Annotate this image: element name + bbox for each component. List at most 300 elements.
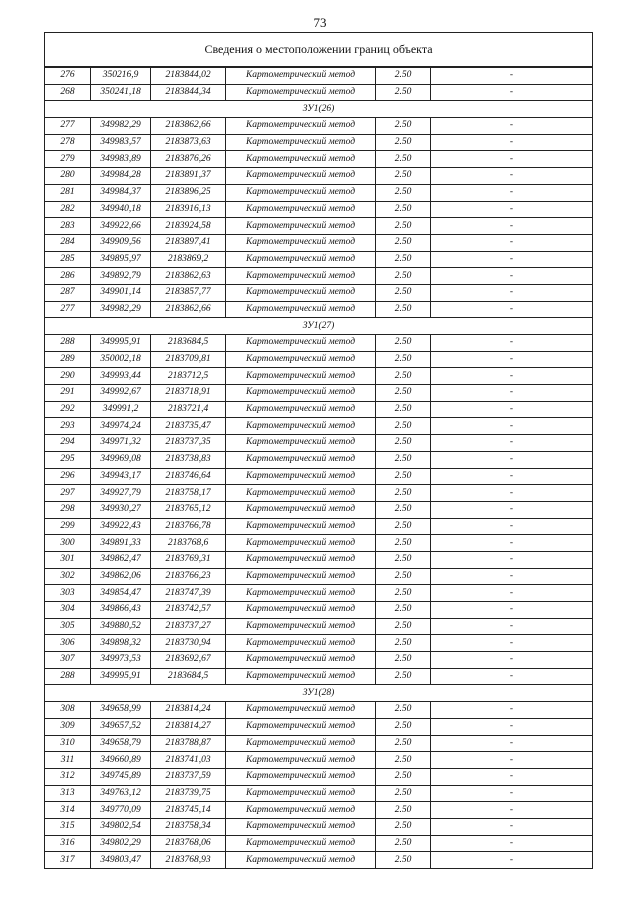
point-number-cell: 310 xyxy=(45,735,91,752)
group-header-row xyxy=(45,685,593,702)
method-cell: Картометрический метод xyxy=(226,251,376,268)
table-row xyxy=(45,401,593,418)
x-coordinate-cell: 349940,18 xyxy=(91,201,151,218)
method-cell: Картометрический метод xyxy=(226,168,376,185)
accuracy-cell: 2.50 xyxy=(376,518,431,535)
y-coordinate-cell: 2183684,5 xyxy=(151,668,226,685)
note-cell: - xyxy=(431,702,593,719)
method-cell: Картометрический метод xyxy=(226,652,376,669)
note-cell: - xyxy=(431,718,593,735)
point-number-cell: 294 xyxy=(45,435,91,452)
accuracy-cell: 2.50 xyxy=(376,618,431,635)
table-row xyxy=(45,451,593,468)
table-row xyxy=(45,335,593,352)
accuracy-cell: 2.50 xyxy=(376,668,431,685)
method-cell: Картометрический метод xyxy=(226,118,376,135)
y-coordinate-cell: 2183739,75 xyxy=(151,785,226,802)
accuracy-cell: 2.50 xyxy=(376,67,431,84)
note-cell: - xyxy=(431,752,593,769)
table-row xyxy=(45,168,593,185)
x-coordinate-cell: 349922,43 xyxy=(91,518,151,535)
accuracy-cell: 2.50 xyxy=(376,118,431,135)
method-cell: Картометрический метод xyxy=(226,67,376,84)
accuracy-cell: 2.50 xyxy=(376,251,431,268)
note-cell: - xyxy=(431,535,593,552)
note-cell: - xyxy=(431,468,593,485)
y-coordinate-cell: 2183745,14 xyxy=(151,802,226,819)
table-row xyxy=(45,835,593,852)
accuracy-cell: 2.50 xyxy=(376,602,431,619)
accuracy-cell: 2.50 xyxy=(376,368,431,385)
x-coordinate-cell: 349971,32 xyxy=(91,435,151,452)
accuracy-cell: 2.50 xyxy=(376,485,431,502)
x-coordinate-cell: 349803,47 xyxy=(91,852,151,869)
y-coordinate-cell: 2183869,2 xyxy=(151,251,226,268)
point-number-cell: 307 xyxy=(45,652,91,669)
y-coordinate-cell: 2183737,27 xyxy=(151,618,226,635)
accuracy-cell: 2.50 xyxy=(376,84,431,101)
note-cell: - xyxy=(431,435,593,452)
method-cell: Картометрический метод xyxy=(226,151,376,168)
table-row xyxy=(45,134,593,151)
table-row xyxy=(45,735,593,752)
y-coordinate-cell: 2183769,31 xyxy=(151,551,226,568)
x-coordinate-cell: 349763,12 xyxy=(91,785,151,802)
point-number-cell: 302 xyxy=(45,568,91,585)
accuracy-cell: 2.50 xyxy=(376,752,431,769)
point-number-cell: 284 xyxy=(45,234,91,251)
x-coordinate-cell: 350216,9 xyxy=(91,67,151,84)
point-number-cell: 315 xyxy=(45,818,91,835)
method-cell: Картометрический метод xyxy=(226,201,376,218)
x-coordinate-cell: 349973,53 xyxy=(91,652,151,669)
table-row xyxy=(45,284,593,301)
x-coordinate-cell: 349770,09 xyxy=(91,802,151,819)
accuracy-cell: 2.50 xyxy=(376,234,431,251)
point-number-cell: 277 xyxy=(45,301,91,318)
accuracy-cell: 2.50 xyxy=(376,735,431,752)
accuracy-cell: 2.50 xyxy=(376,401,431,418)
point-number-cell: 304 xyxy=(45,602,91,619)
method-cell: Картометрический метод xyxy=(226,385,376,402)
table-row xyxy=(45,468,593,485)
method-cell: Картометрический метод xyxy=(226,184,376,201)
table-row xyxy=(45,768,593,785)
note-cell: - xyxy=(431,551,593,568)
table-row xyxy=(45,802,593,819)
point-number-cell: 279 xyxy=(45,151,91,168)
x-coordinate-cell: 349862,06 xyxy=(91,568,151,585)
y-coordinate-cell: 2183738,83 xyxy=(151,451,226,468)
table-row xyxy=(45,485,593,502)
y-coordinate-cell: 2183712,5 xyxy=(151,368,226,385)
note-cell: - xyxy=(431,284,593,301)
accuracy-cell: 2.50 xyxy=(376,134,431,151)
y-coordinate-cell: 2183876,26 xyxy=(151,151,226,168)
note-cell: - xyxy=(431,568,593,585)
point-number-cell: 300 xyxy=(45,535,91,552)
method-cell: Картометрический метод xyxy=(226,451,376,468)
method-cell: Картометрический метод xyxy=(226,718,376,735)
accuracy-cell: 2.50 xyxy=(376,284,431,301)
note-cell: - xyxy=(431,618,593,635)
note-cell: - xyxy=(431,785,593,802)
group-label: ЗУ1(27) xyxy=(45,318,593,335)
point-number-cell: 295 xyxy=(45,451,91,468)
accuracy-cell: 2.50 xyxy=(376,151,431,168)
accuracy-cell: 2.50 xyxy=(376,551,431,568)
y-coordinate-cell: 2183768,6 xyxy=(151,535,226,552)
table-row xyxy=(45,351,593,368)
note-cell: - xyxy=(431,518,593,535)
table-row xyxy=(45,635,593,652)
note-cell: - xyxy=(431,268,593,285)
x-coordinate-cell: 349922,66 xyxy=(91,218,151,235)
table-row xyxy=(45,268,593,285)
point-number-cell: 293 xyxy=(45,418,91,435)
note-cell: - xyxy=(431,118,593,135)
x-coordinate-cell: 349866,43 xyxy=(91,602,151,619)
group-header-row xyxy=(45,318,593,335)
accuracy-cell: 2.50 xyxy=(376,435,431,452)
x-coordinate-cell: 349995,91 xyxy=(91,668,151,685)
method-cell: Картометрический метод xyxy=(226,218,376,235)
table-row xyxy=(45,118,593,135)
accuracy-cell: 2.50 xyxy=(376,418,431,435)
accuracy-cell: 2.50 xyxy=(376,652,431,669)
note-cell: - xyxy=(431,852,593,869)
point-number-cell: 276 xyxy=(45,67,91,84)
table-row xyxy=(45,718,593,735)
accuracy-cell: 2.50 xyxy=(376,184,431,201)
point-number-cell: 299 xyxy=(45,518,91,535)
method-cell: Картометрический метод xyxy=(226,568,376,585)
note-cell: - xyxy=(431,401,593,418)
table-header-row xyxy=(45,33,593,68)
table-row xyxy=(45,535,593,552)
note-cell: - xyxy=(431,184,593,201)
y-coordinate-cell: 2183721,4 xyxy=(151,401,226,418)
point-number-cell: 283 xyxy=(45,218,91,235)
y-coordinate-cell: 2183747,39 xyxy=(151,585,226,602)
point-number-cell: 282 xyxy=(45,201,91,218)
method-cell: Картометрический метод xyxy=(226,335,376,352)
accuracy-cell: 2.50 xyxy=(376,468,431,485)
y-coordinate-cell: 2183746,64 xyxy=(151,468,226,485)
table-row xyxy=(45,668,593,685)
y-coordinate-cell: 2183766,23 xyxy=(151,568,226,585)
x-coordinate-cell: 349983,57 xyxy=(91,134,151,151)
note-cell: - xyxy=(431,501,593,518)
note-cell: - xyxy=(431,768,593,785)
table-row xyxy=(45,385,593,402)
point-number-cell: 268 xyxy=(45,84,91,101)
method-cell: Картометрический метод xyxy=(226,802,376,819)
y-coordinate-cell: 2183765,12 xyxy=(151,501,226,518)
point-number-cell: 297 xyxy=(45,485,91,502)
table-row xyxy=(45,251,593,268)
y-coordinate-cell: 2183862,63 xyxy=(151,268,226,285)
note-cell: - xyxy=(431,835,593,852)
method-cell: Картометрический метод xyxy=(226,485,376,502)
accuracy-cell: 2.50 xyxy=(376,835,431,852)
note-cell: - xyxy=(431,234,593,251)
method-cell: Картометрический метод xyxy=(226,635,376,652)
accuracy-cell: 2.50 xyxy=(376,385,431,402)
point-number-cell: 303 xyxy=(45,585,91,602)
table-row xyxy=(45,602,593,619)
accuracy-cell: 2.50 xyxy=(376,535,431,552)
note-cell: - xyxy=(431,335,593,352)
y-coordinate-cell: 2183857,77 xyxy=(151,284,226,301)
point-number-cell: 280 xyxy=(45,168,91,185)
y-coordinate-cell: 2183896,25 xyxy=(151,184,226,201)
point-number-cell: 278 xyxy=(45,134,91,151)
point-number-cell: 312 xyxy=(45,768,91,785)
table-row xyxy=(45,518,593,535)
x-coordinate-cell: 349974,24 xyxy=(91,418,151,435)
x-coordinate-cell: 349909,56 xyxy=(91,234,151,251)
table-row xyxy=(45,652,593,669)
table-row xyxy=(45,501,593,518)
note-cell: - xyxy=(431,802,593,819)
accuracy-cell: 2.50 xyxy=(376,201,431,218)
accuracy-cell: 2.50 xyxy=(376,718,431,735)
table-row xyxy=(45,67,593,84)
method-cell: Картометрический метод xyxy=(226,268,376,285)
point-number-cell: 287 xyxy=(45,284,91,301)
x-coordinate-cell: 349927,79 xyxy=(91,485,151,502)
y-coordinate-cell: 2183718,91 xyxy=(151,385,226,402)
table-row xyxy=(45,818,593,835)
method-cell: Картометрический метод xyxy=(226,852,376,869)
x-coordinate-cell: 349658,99 xyxy=(91,702,151,719)
point-number-cell: 311 xyxy=(45,752,91,769)
point-number-cell: 285 xyxy=(45,251,91,268)
point-number-cell: 291 xyxy=(45,385,91,402)
x-coordinate-cell: 350002,18 xyxy=(91,351,151,368)
y-coordinate-cell: 2183709,81 xyxy=(151,351,226,368)
group-label: ЗУ1(28) xyxy=(45,685,593,702)
accuracy-cell: 2.50 xyxy=(376,702,431,719)
note-cell: - xyxy=(431,735,593,752)
method-cell: Картометрический метод xyxy=(226,468,376,485)
y-coordinate-cell: 2183737,35 xyxy=(151,435,226,452)
y-coordinate-cell: 2183873,63 xyxy=(151,134,226,151)
method-cell: Картометрический метод xyxy=(226,618,376,635)
note-cell: - xyxy=(431,351,593,368)
table-row xyxy=(45,568,593,585)
note-cell: - xyxy=(431,585,593,602)
accuracy-cell: 2.50 xyxy=(376,568,431,585)
x-coordinate-cell: 350241,18 xyxy=(91,84,151,101)
note-cell: - xyxy=(431,668,593,685)
table-title: Сведения о местоположении границ объекта xyxy=(45,33,593,68)
note-cell: - xyxy=(431,602,593,619)
method-cell: Картометрический метод xyxy=(226,518,376,535)
method-cell: Картометрический метод xyxy=(226,735,376,752)
point-number-cell: 309 xyxy=(45,718,91,735)
x-coordinate-cell: 349854,47 xyxy=(91,585,151,602)
note-cell: - xyxy=(431,201,593,218)
y-coordinate-cell: 2183692,67 xyxy=(151,652,226,669)
accuracy-cell: 2.50 xyxy=(376,301,431,318)
note-cell: - xyxy=(431,418,593,435)
table-row xyxy=(45,234,593,251)
method-cell: Картометрический метод xyxy=(226,835,376,852)
table-row xyxy=(45,852,593,869)
note-cell: - xyxy=(431,368,593,385)
y-coordinate-cell: 2183758,17 xyxy=(151,485,226,502)
y-coordinate-cell: 2183916,13 xyxy=(151,201,226,218)
y-coordinate-cell: 2183742,57 xyxy=(151,602,226,619)
point-number-cell: 296 xyxy=(45,468,91,485)
x-coordinate-cell: 349657,52 xyxy=(91,718,151,735)
point-number-cell: 286 xyxy=(45,268,91,285)
note-cell: - xyxy=(431,652,593,669)
x-coordinate-cell: 349898,32 xyxy=(91,635,151,652)
x-coordinate-cell: 349984,28 xyxy=(91,168,151,185)
x-coordinate-cell: 349802,54 xyxy=(91,818,151,835)
x-coordinate-cell: 349983,89 xyxy=(91,151,151,168)
accuracy-cell: 2.50 xyxy=(376,852,431,869)
table-row xyxy=(45,368,593,385)
accuracy-cell: 2.50 xyxy=(376,585,431,602)
x-coordinate-cell: 349892,79 xyxy=(91,268,151,285)
method-cell: Картометрический метод xyxy=(226,818,376,835)
accuracy-cell: 2.50 xyxy=(376,335,431,352)
y-coordinate-cell: 2183788,87 xyxy=(151,735,226,752)
accuracy-cell: 2.50 xyxy=(376,501,431,518)
y-coordinate-cell: 2183814,24 xyxy=(151,702,226,719)
table-row xyxy=(45,301,593,318)
method-cell: Картометрический метод xyxy=(226,702,376,719)
y-coordinate-cell: 2183741,03 xyxy=(151,752,226,769)
y-coordinate-cell: 2183737,59 xyxy=(151,768,226,785)
accuracy-cell: 2.50 xyxy=(376,451,431,468)
point-number-cell: 313 xyxy=(45,785,91,802)
method-cell: Картометрический метод xyxy=(226,551,376,568)
method-cell: Картометрический метод xyxy=(226,668,376,685)
point-number-cell: 314 xyxy=(45,802,91,819)
note-cell: - xyxy=(431,134,593,151)
point-number-cell: 301 xyxy=(45,551,91,568)
point-number-cell: 288 xyxy=(45,335,91,352)
accuracy-cell: 2.50 xyxy=(376,218,431,235)
x-coordinate-cell: 349982,29 xyxy=(91,301,151,318)
x-coordinate-cell: 349969,08 xyxy=(91,451,151,468)
point-number-cell: 277 xyxy=(45,118,91,135)
y-coordinate-cell: 2183768,06 xyxy=(151,835,226,852)
x-coordinate-cell: 349658,79 xyxy=(91,735,151,752)
table-row xyxy=(45,618,593,635)
accuracy-cell: 2.50 xyxy=(376,768,431,785)
x-coordinate-cell: 349930,27 xyxy=(91,501,151,518)
group-header-row xyxy=(45,101,593,118)
table-row xyxy=(45,201,593,218)
y-coordinate-cell: 2183844,34 xyxy=(151,84,226,101)
table-row xyxy=(45,702,593,719)
accuracy-cell: 2.50 xyxy=(376,351,431,368)
table-row xyxy=(45,418,593,435)
y-coordinate-cell: 2183814,27 xyxy=(151,718,226,735)
method-cell: Картометрический метод xyxy=(226,435,376,452)
note-cell: - xyxy=(431,151,593,168)
x-coordinate-cell: 349995,91 xyxy=(91,335,151,352)
note-cell: - xyxy=(431,635,593,652)
point-number-cell: 292 xyxy=(45,401,91,418)
point-number-cell: 317 xyxy=(45,852,91,869)
table-row xyxy=(45,151,593,168)
method-cell: Картометрический метод xyxy=(226,535,376,552)
accuracy-cell: 2.50 xyxy=(376,818,431,835)
table-row xyxy=(45,184,593,201)
table-row xyxy=(45,435,593,452)
table-row xyxy=(45,551,593,568)
note-cell: - xyxy=(431,451,593,468)
method-cell: Картометрический метод xyxy=(226,301,376,318)
method-cell: Картометрический метод xyxy=(226,401,376,418)
y-coordinate-cell: 2183768,93 xyxy=(151,852,226,869)
x-coordinate-cell: 349991,2 xyxy=(91,401,151,418)
table-row xyxy=(45,752,593,769)
x-coordinate-cell: 349745,89 xyxy=(91,768,151,785)
note-cell: - xyxy=(431,67,593,84)
method-cell: Картометрический метод xyxy=(226,284,376,301)
method-cell: Картометрический метод xyxy=(226,351,376,368)
note-cell: - xyxy=(431,168,593,185)
note-cell: - xyxy=(431,385,593,402)
method-cell: Картометрический метод xyxy=(226,84,376,101)
y-coordinate-cell: 2183758,34 xyxy=(151,818,226,835)
boundary-coordinates-table xyxy=(44,32,593,869)
x-coordinate-cell: 349880,52 xyxy=(91,618,151,635)
x-coordinate-cell: 349895,97 xyxy=(91,251,151,268)
method-cell: Картометрический метод xyxy=(226,785,376,802)
x-coordinate-cell: 349993,44 xyxy=(91,368,151,385)
page-number: 73 xyxy=(313,15,327,30)
y-coordinate-cell: 2183844,02 xyxy=(151,67,226,84)
method-cell: Картометрический метод xyxy=(226,134,376,151)
point-number-cell: 289 xyxy=(45,351,91,368)
method-cell: Картометрический метод xyxy=(226,585,376,602)
accuracy-cell: 2.50 xyxy=(376,168,431,185)
method-cell: Картометрический метод xyxy=(226,234,376,251)
accuracy-cell: 2.50 xyxy=(376,635,431,652)
point-number-cell: 298 xyxy=(45,501,91,518)
point-number-cell: 305 xyxy=(45,618,91,635)
table-row xyxy=(45,84,593,101)
point-number-cell: 306 xyxy=(45,635,91,652)
table-row xyxy=(45,585,593,602)
y-coordinate-cell: 2183862,66 xyxy=(151,118,226,135)
y-coordinate-cell: 2183735,47 xyxy=(151,418,226,435)
method-cell: Картометрический метод xyxy=(226,602,376,619)
table-row xyxy=(45,785,593,802)
x-coordinate-cell: 349992,67 xyxy=(91,385,151,402)
point-number-cell: 288 xyxy=(45,668,91,685)
y-coordinate-cell: 2183897,41 xyxy=(151,234,226,251)
method-cell: Картометрический метод xyxy=(226,501,376,518)
accuracy-cell: 2.50 xyxy=(376,785,431,802)
y-coordinate-cell: 2183891,37 xyxy=(151,168,226,185)
note-cell: - xyxy=(431,485,593,502)
note-cell: - xyxy=(431,301,593,318)
point-number-cell: 281 xyxy=(45,184,91,201)
point-number-cell: 308 xyxy=(45,702,91,719)
note-cell: - xyxy=(431,818,593,835)
x-coordinate-cell: 349984,37 xyxy=(91,184,151,201)
